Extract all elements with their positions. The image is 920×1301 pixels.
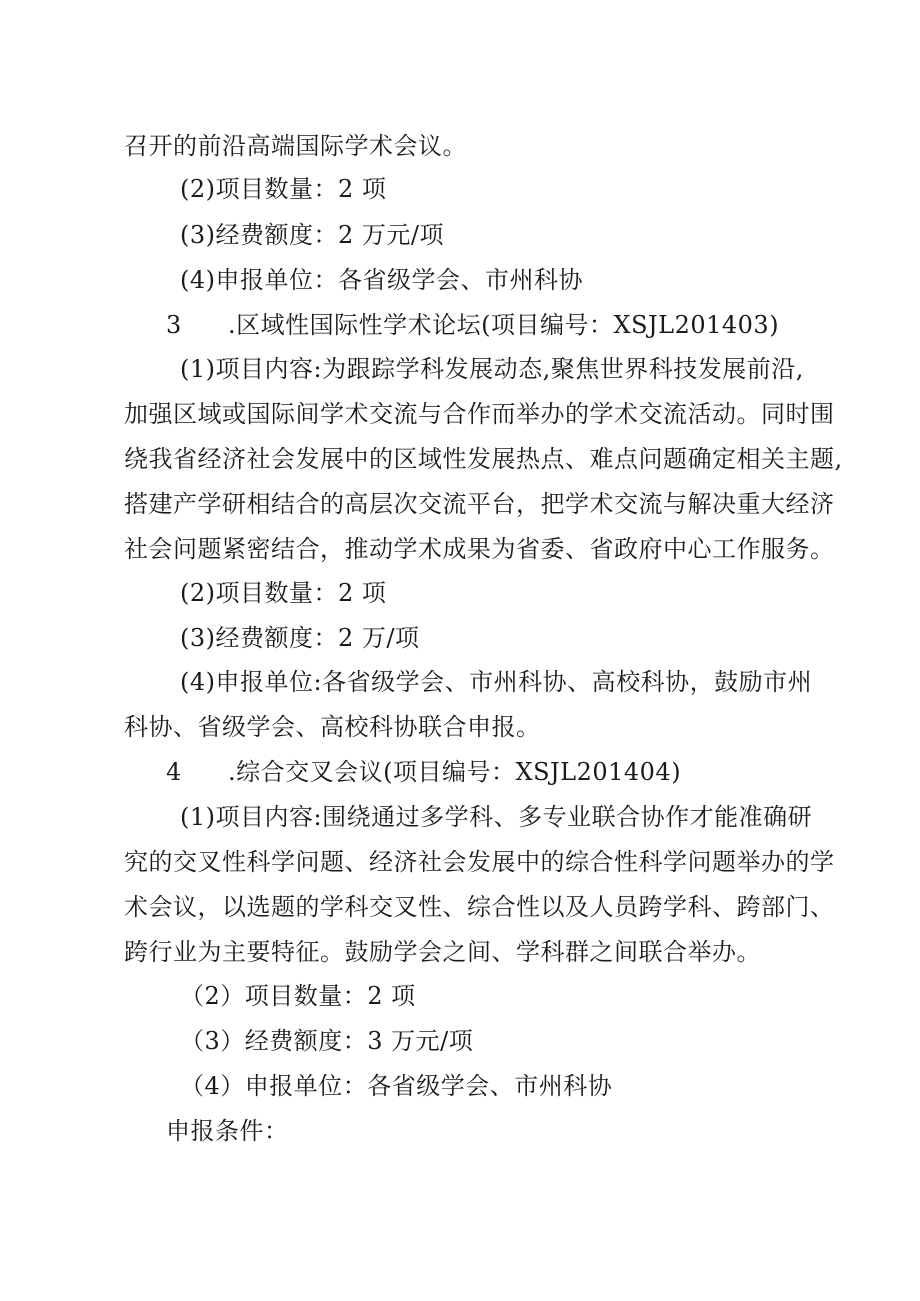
paragraph-line: (1)项目内容:围绕通过多学科、多专业联合协作才能准确研 (180, 803, 813, 831)
item-applicant: (4)申报单位:各省级学会、市州科协、高校科协，鼓励市州 (180, 668, 813, 696)
section-heading (166, 757, 681, 787)
item-count: （2）项目数量：2 项 (180, 982, 416, 1010)
item-count: (2)项目数量：2 项 (180, 175, 387, 203)
item-funding: (3)经费额度：2 万/项 (180, 624, 420, 652)
paragraph-line: 加强区域或国际间学术交流与合作而举办的学术交流活动。同时围 (124, 400, 835, 428)
conditions-heading: 申报条件： (166, 1117, 289, 1145)
item-applicant: (4)申报单位：各省级学会、市州科协 (180, 266, 583, 294)
section-title: .区域性国际性学术论坛(项目编号：XSJL201403) (228, 311, 780, 339)
section-number: 4 (166, 758, 182, 786)
paragraph-line: 术会议，以选题的学科交叉性、综合性以及人员跨学科、跨部门、 (124, 893, 835, 921)
section-number: 3 (166, 311, 182, 339)
item-count: (2)项目数量：2 项 (180, 579, 387, 607)
section-title: .综合交叉会议(项目编号：XSJL201404) (228, 758, 682, 786)
item-funding: (3)经费额度：2 万元/项 (180, 221, 444, 249)
paragraph-line: 召开的前沿高端国际学术会议。 (124, 132, 467, 160)
paragraph-line: 跨行业为主要特征。鼓励学会之间、学科群之间联合举办。 (124, 938, 761, 966)
paragraph-line: 社会问题紧密结合，推动学术成果为省委、省政府中心工作服务。 (124, 535, 835, 563)
paragraph-line: 究的交叉性科学问题、经济社会发展中的综合性科学问题举办的学 (124, 848, 835, 876)
paragraph-line: 绕我省经济社会发展中的区域性发展热点、难点问题确定相关主题, (124, 445, 843, 473)
item-applicant: （4）申报单位：各省级学会、市州科协 (180, 1072, 613, 1100)
paragraph-line: 搭建产学研相结合的高层次交流平台，把学术交流与解决重大经济 (124, 490, 835, 518)
item-funding: （3）经费额度：3 万元/项 (180, 1027, 474, 1055)
paragraph-line: 科协、省级学会、高校科协联合申报。 (124, 713, 541, 741)
paragraph-line: (1)项目内容:为跟踪学科发展动态,聚焦世界科技发展前沿, (180, 355, 804, 383)
section-heading (166, 310, 779, 340)
